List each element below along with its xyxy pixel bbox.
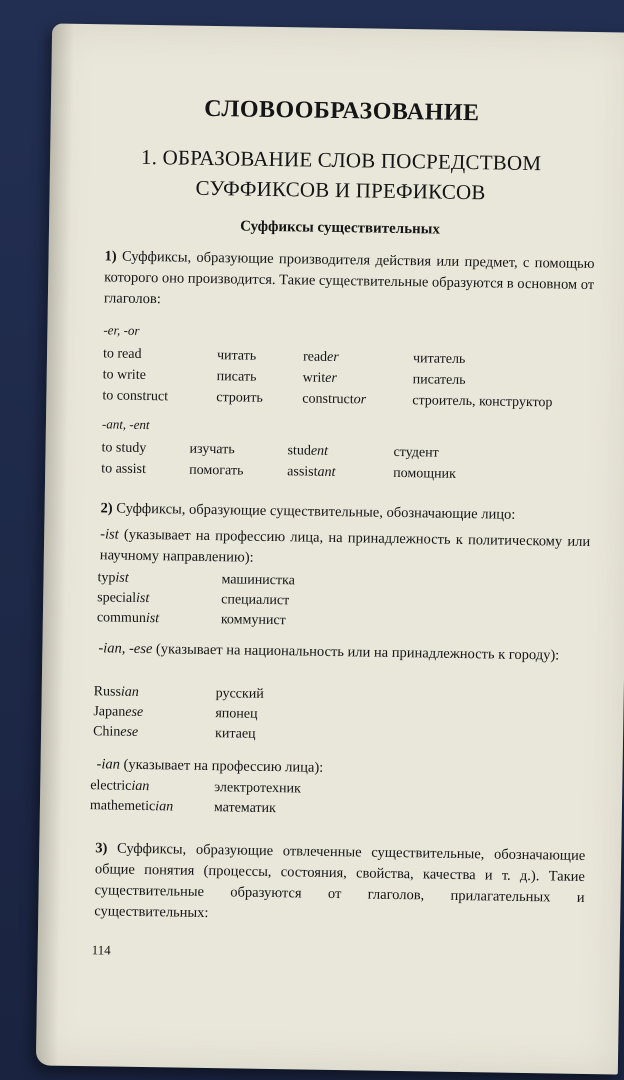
page-title: СЛОВООБРАЗОВАНИЕ <box>204 95 480 127</box>
noun-ru: читатель <box>412 351 466 368</box>
noun-ru: строитель, конструктор <box>412 393 553 411</box>
ist-description <box>100 524 591 574</box>
verb-ru: изучать <box>189 441 235 458</box>
noun-ru: помощник <box>393 465 456 482</box>
ian-profession-desc: (указывает на профессию лица): <box>119 756 324 776</box>
noun-ru: писатель <box>412 372 466 389</box>
word-stem: Chin <box>92 724 121 740</box>
book-page <box>36 23 624 1074</box>
paragraph-1 <box>104 246 595 317</box>
word-suffix: ese <box>125 704 144 721</box>
noun-stem: writ <box>302 370 326 386</box>
suffix-label-ant-ent: -ant, -ent <box>101 416 150 433</box>
word-suffix: ese <box>120 724 139 740</box>
noun-suffix: or <box>353 392 367 408</box>
word-stem: special <box>97 590 137 606</box>
noun-en <box>287 464 335 481</box>
word-ru: математик <box>213 800 277 817</box>
verb-ru: строить <box>216 390 263 406</box>
paragraph-1-text: Суффиксы, образующие производителя действия или предмет, с помощью которого оно производится. Такие существительные образуются в основном от глаголов: <box>103 248 595 308</box>
noun-stem: read <box>302 349 328 365</box>
paragraph-3-number: 3) <box>95 840 108 857</box>
verb-ru: помогать <box>189 462 244 479</box>
word-ru: русский <box>215 686 264 702</box>
word-en <box>93 704 143 721</box>
ian-ese-description <box>98 638 588 667</box>
noun-en <box>287 443 328 460</box>
noun-suffix: ant <box>317 464 336 480</box>
ian-ese-suffix: -ian, -ese <box>98 640 153 658</box>
ian-profession-suffix: -ian <box>96 756 121 773</box>
word-en <box>97 610 159 627</box>
paragraph-2 <box>100 498 590 527</box>
word-en <box>90 778 149 795</box>
verb-en: to write <box>102 367 146 384</box>
word-stem: Japan <box>93 704 126 720</box>
verb-en: to construct <box>102 388 169 405</box>
word-en <box>97 590 149 607</box>
word-suffix: ian <box>155 799 174 815</box>
noun-en <box>303 349 339 366</box>
page-number: 114 <box>91 942 111 958</box>
word-stem: typ <box>97 570 116 586</box>
suffix-label-er-or: -er, -or <box>103 322 140 338</box>
verb-en: to study <box>101 440 147 457</box>
word-suffix: ist <box>115 570 129 586</box>
word-stem: mathemetic <box>89 798 156 815</box>
word-ru: специалист <box>221 592 290 609</box>
word-suffix: ian <box>131 778 150 795</box>
word-ru: машинистка <box>221 572 295 589</box>
paragraph-3-text: Суффиксы, образующие отвлеченные существительные, обозначающие общие понятия (процессы, состояния, свойства, качества и т. д.). Такие существительные образуются от глаголов, прилагательных и существительных: <box>94 840 586 922</box>
section-heading-line1: 1. ОБРАЗОВАНИЕ СЛОВ ПОСРЕДСТВОМ <box>140 144 542 176</box>
noun-en <box>303 370 337 387</box>
word-ru: японец <box>215 706 258 722</box>
verb-en: to assist <box>101 461 147 478</box>
noun-en <box>302 391 366 408</box>
word-stem: commun <box>96 610 147 627</box>
noun-suffix: ent <box>310 443 329 459</box>
word-en <box>94 684 139 701</box>
verb-en: to read <box>102 346 142 362</box>
verb-ru: читать <box>216 348 257 364</box>
word-suffix: ist <box>135 590 150 607</box>
verb-ru: писать <box>216 369 257 385</box>
word-en <box>90 798 173 815</box>
word-en <box>97 570 128 586</box>
paragraph-2-number: 2) <box>100 500 113 517</box>
paragraph-1-number: 1) <box>104 248 117 265</box>
noun-stem: assist <box>287 464 318 480</box>
word-suffix: ian <box>120 684 139 700</box>
ian-ese-desc: (указывает на национальность или на принадлежность к городу): <box>152 641 560 664</box>
section-heading-line2: СУФФИКСОВ И ПРЕФИКСОВ <box>195 175 486 205</box>
word-ru: электротехник <box>214 780 301 797</box>
ian-profession-description <box>96 754 586 783</box>
noun-suffix: er <box>326 349 339 366</box>
word-en <box>93 724 138 741</box>
ist-desc: (указывает на профессию лица, на принадлежность к политическому или научному направлению): <box>99 526 591 566</box>
subsection-heading: Суффиксы существительных <box>240 218 441 238</box>
paragraph-2-text: Суффиксы, образующие существительные, обозначающие лицо: <box>112 500 516 523</box>
noun-ru: студент <box>393 444 439 461</box>
word-suffix: ist <box>145 611 160 627</box>
word-ru: китаец <box>214 726 256 742</box>
word-stem: Russ <box>93 684 122 700</box>
paragraph-3 <box>94 838 585 930</box>
word-stem: electric <box>90 778 132 794</box>
noun-suffix: er <box>325 370 338 387</box>
ist-suffix: -ist <box>100 526 119 543</box>
noun-stem: construct <box>302 391 354 408</box>
noun-stem: stud <box>287 443 311 459</box>
word-ru: коммунист <box>220 612 286 629</box>
